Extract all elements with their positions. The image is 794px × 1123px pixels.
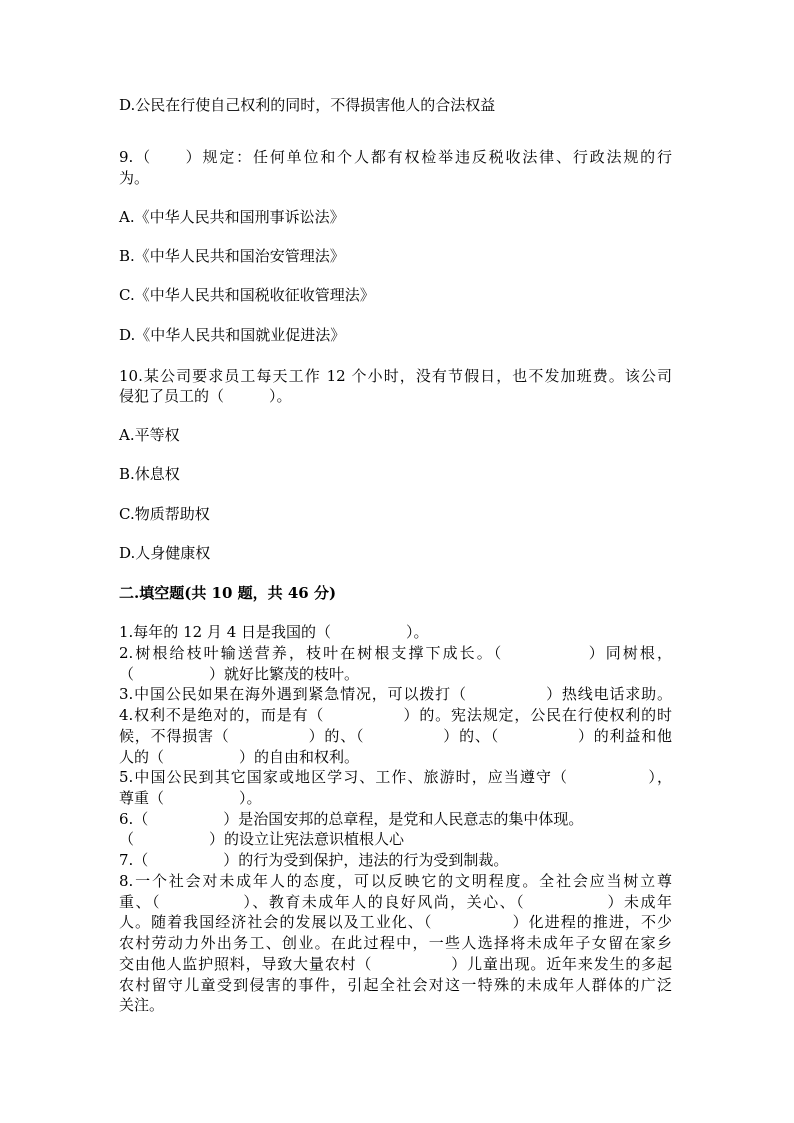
fill-line: 7.（ ）的行为受到保护，违法的行为受到制裁。	[119, 851, 509, 869]
fill-line: 2.树根给枝叶输送营养，枝叶在树根支撑下成长。（ ）同树根，	[119, 644, 672, 662]
section-heading: 二.填空题(共 10 题，共 46 分)	[119, 584, 337, 602]
q10-stem: 侵犯了员工的（ ）。	[119, 387, 292, 405]
q9-option-c: C.《中华人民共和国税收征收管理法》	[119, 286, 375, 304]
q10-option-d: D.人身健康权	[119, 544, 211, 562]
fill-line: 候，不得损害（ ）的、（ ）的、（ ）的利益和他	[119, 727, 672, 745]
fill-line: 交由他人监护照料，导致大量农村（ ）儿童出现。近年来发生的多起	[119, 955, 672, 973]
q10-option-c: C.物质帮助权	[119, 505, 210, 523]
q9-option-a: A.《中华人民共和国刑事诉讼法》	[119, 208, 345, 226]
fill-line: 6.（ ）是治国安邦的总章程，是党和人民意志的集中体现。	[119, 810, 584, 828]
q10-option-b: B.休息权	[119, 465, 180, 483]
q10-option-a: A.平等权	[119, 426, 180, 444]
fill-line: （ ）的设立让宪法意识植根人心	[119, 830, 405, 848]
fill-line: 4.权利不是绝对的，而是有（ ）的。宪法规定，公民在行使权利的时	[119, 706, 672, 724]
q9-option-b: B.《中华人民共和国治安管理法》	[119, 247, 345, 265]
fill-line: 重、（ ）、教育未成年人的良好风尚，关心、（ ）未成年	[119, 893, 672, 911]
fill-line: 8.一个社会对未成年人的态度，可以反映它的文明程度。全社会应当树立尊	[119, 872, 672, 890]
fill-line: 1.每年的 12 月 4 日是我国的（ ）。	[119, 623, 429, 641]
fill-line: 人。随着我国经济社会的发展以及工业化、（ ）化进程的推进，不少	[119, 913, 672, 931]
fill-line: （ ）就好比繁茂的枝叶。	[119, 665, 360, 683]
fill-line: 3.中国公民如果在海外遇到紧急情况，可以拨打（ ）热线电话求助。	[119, 685, 672, 703]
q10-stem: 10.某公司要求员工每天工作 12 个小时，没有节假日，也不发加班费。该公司	[119, 367, 672, 385]
fill-line: 农村留守儿童受到侵害的事件，引起全社会对这一特殊的未成年人群体的广泛	[119, 976, 672, 994]
fill-line: 5.中国公民到其它国家或地区学习、工作、旅游时，应当遵守（ ），	[119, 768, 672, 786]
q9-stem: 9.（ ）规定：任何单位和个人都有权检举违反税收法律、行政法规的行	[119, 148, 672, 166]
q9-option-d: D.《中华人民共和国就业促进法》	[119, 326, 346, 344]
q8-option-d: D.公民在行使自己权利的同时，不得损害他人的合法权益	[119, 96, 496, 114]
fill-line: 尊重（ ）。	[119, 789, 262, 807]
fill-line: 农村劳动力外出务工、创业。在此过程中，一些人选择将未成年子女留在家乡	[119, 934, 672, 952]
fill-line: 人的（ ）的自由和权利。	[119, 748, 360, 766]
fill-line: 关注。	[119, 996, 165, 1014]
q9-stem: 为。	[119, 169, 150, 187]
